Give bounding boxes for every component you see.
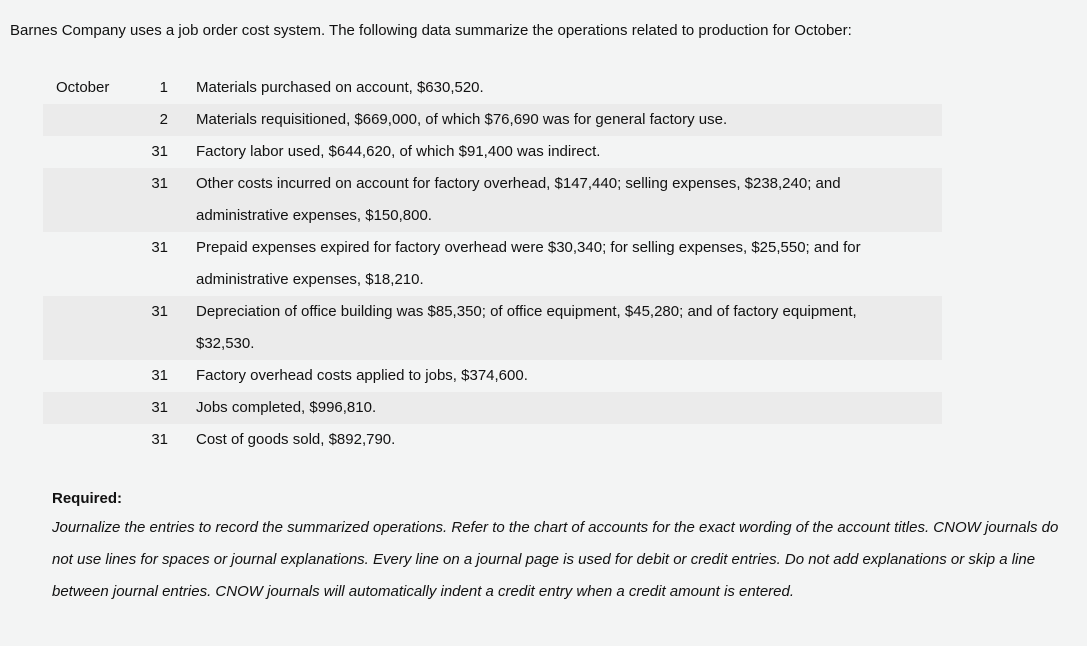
transaction-day: 31 [151,303,168,320]
transaction-row [43,296,942,360]
transaction-description: Prepaid expenses expired for factory overhead were $30,340; for selling expenses, $25,550; and for administrative expenses, $18,210. [196,239,861,288]
transaction-row [43,104,942,136]
transaction-day: 31 [151,399,168,416]
transaction-row [43,392,942,424]
transaction-day: 31 [151,431,168,448]
required-heading: Required: [52,490,123,507]
transaction-description: Jobs completed, $996,810. [196,399,377,416]
intro-text: Barnes Company uses a job order cost system. The following data summarize the operations related to production for October: [10,22,852,39]
transaction-description: Materials purchased on account, $630,520. [196,79,484,96]
transaction-day: 31 [151,239,168,256]
transaction-day: 31 [151,367,168,384]
month-label: October [56,79,110,96]
transaction-row [43,424,942,456]
transaction-row [43,232,942,296]
transaction-day: 1 [159,79,168,96]
transaction-description: Factory labor used, $644,620, of which $91,400 was indirect. [196,143,601,160]
transaction-description: Factory overhead costs applied to jobs, $374,600. [196,367,528,384]
transaction-description: Materials requisitioned, $669,000, of which $76,690 was for general factory use. [196,111,728,128]
transaction-description: Depreciation of office building was $85,350; of office equipment, $45,280; and of factory equipment, $32,530. [196,303,857,352]
transaction-day: 31 [151,143,168,160]
transaction-row [43,72,942,104]
transactions-table [43,72,942,456]
required-section [52,486,1072,608]
required-instructions: Journalize the entries to record the summarized operations. Refer to the chart of accounts for the exact wording of the account titles. CNOW journals do not use lines for spaces or journal explanations. Every line on a journal page is used for debit or credit entries. Do not add explanations or skip a line between journal entries. CNOW journals will automatically indent a credit entry when a credit amount is entered. [52,519,1059,600]
transaction-row [43,168,942,232]
transaction-row [43,136,942,168]
transaction-description: Cost of goods sold, $892,790. [196,431,396,448]
transaction-day: 31 [151,175,168,192]
transaction-day: 2 [159,111,168,128]
transaction-description: Other costs incurred on account for factory overhead, $147,440; selling expenses, $238,240; and administrative expenses, $150,800. [196,175,841,224]
transaction-row [43,360,942,392]
